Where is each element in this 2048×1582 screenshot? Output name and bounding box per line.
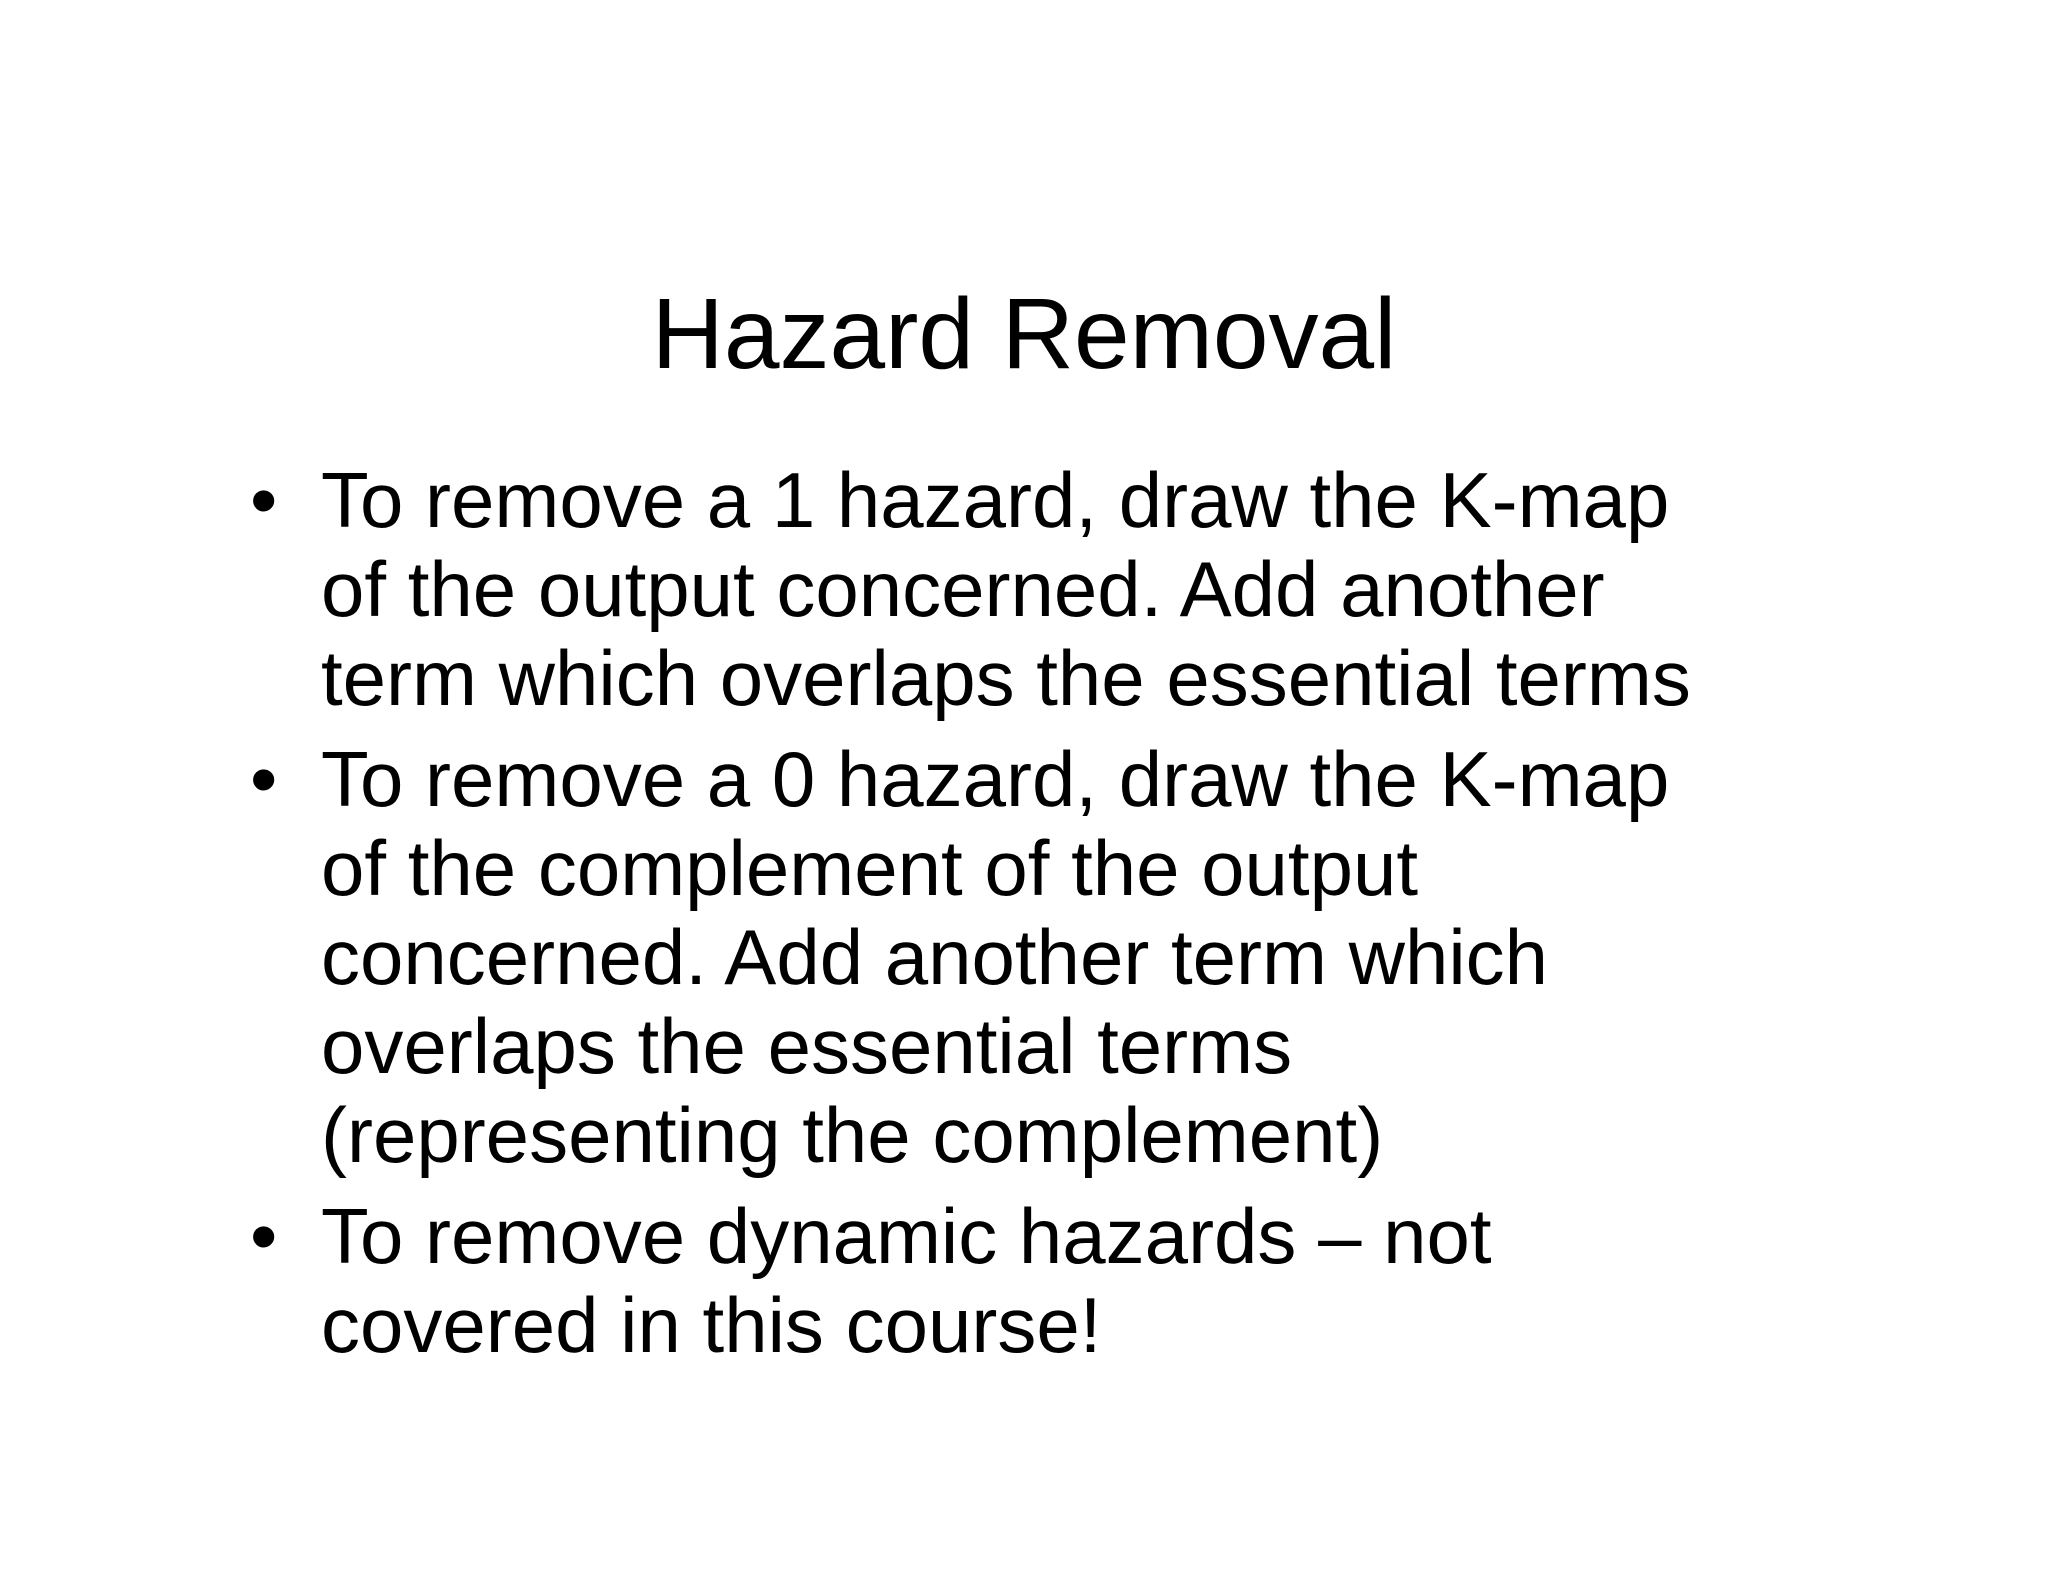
bullet-2-line-2: of the complement of the output [321,824,1419,912]
bullet-2-line-4: overlaps the essential terms [321,1002,1293,1090]
bullet-3-line-2: covered in this course! [321,1281,1102,1369]
bullet-1-line-3: term which overlaps the essential terms [321,634,1691,722]
bullet-item-3 [250,1192,1900,1370]
slide-title: Hazard Removal [651,278,1397,390]
bullet-icon: • [250,456,278,544]
bullet-1-line-2: of the output concerned. Add another [321,545,1605,633]
bullet-1-line-1: To remove a 1 hazard, draw the K-map [321,456,1670,544]
bullet-item-1 [250,456,1900,723]
bullet-icon: • [250,1192,278,1280]
bullet-2-line-5: (representing the complement) [321,1091,1384,1179]
bullet-list [250,456,1900,1382]
bullet-3-line-1: To remove dynamic hazards – not [321,1192,1492,1280]
bullet-2-line-3: concerned. Add another term which [321,913,1549,1001]
bullet-item-2 [250,735,1900,1180]
bullet-2-line-1: To remove a 0 hazard, draw the K-map [321,735,1670,823]
bullet-icon: • [250,735,278,823]
